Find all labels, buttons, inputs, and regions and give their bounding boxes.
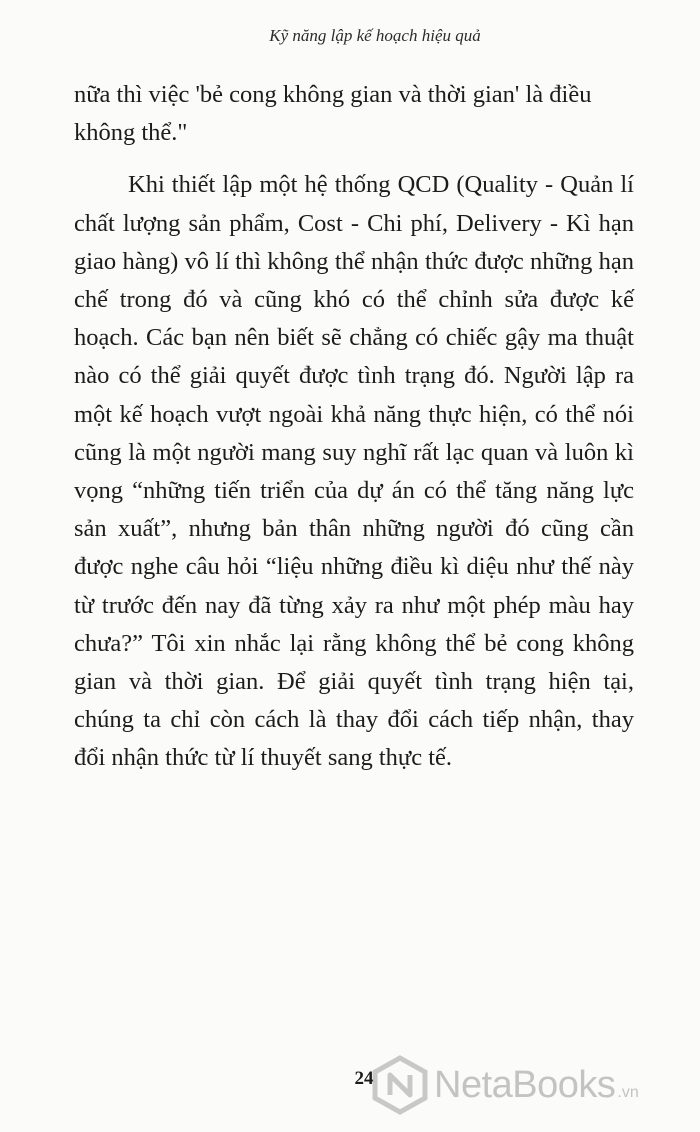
watermark-brand: NetaBooks (434, 1063, 616, 1106)
watermark (370, 1052, 700, 1118)
netabooks-logo-icon (370, 1055, 430, 1115)
running-header: Kỹ năng lập kế hoạch hiệu quả (269, 26, 481, 45)
paragraph-main: Khi thiết lập một hệ thống QCD (Quality - Quản lí chất lượng sản phẩm, Cost - Chi phí, Delivery - Kì hạn giao hàng) vô lí thì không thể nhận thức được những hạn chế trong đó và cũng khó có thể chỉnh sửa được kế hoạch. Các bạn nên biết sẽ chẳng có chiếc gậy ma thuật nào có thể giải quyết được tình trạng đó. Người lập ra một kế hoạch vượt ngoài khả năng thực hiện, có thể nói cũng là một người mang suy nghĩ rất lạc quan và luôn kì vọng “những tiến triển của dự án có thể tăng năng lực sản xuất”, nhưng bản thân những người đó cũng cần được nghe câu hỏi “liệu những điều kì diệu như thế này từ trước đến nay đã từng xảy ra như một phép màu hay chưa?” Tôi xin nhắc lại rằng không thể bẻ cong không gian và thời gian. Để giải quyết tình trạng hiện tại, chúng ta chỉ còn cách là thay đổi cách tiếp nhận, thay đổi nhận thức từ lí thuyết sang thực tế. (74, 171, 634, 772)
body-text (74, 76, 634, 778)
watermark-suffix: .vn (617, 1084, 639, 1101)
paragraph-continuation: nữa thì việc 'bẻ cong không gian và thời gian' là điều không thể." (74, 81, 592, 147)
page-number: 24 (354, 1068, 374, 1089)
